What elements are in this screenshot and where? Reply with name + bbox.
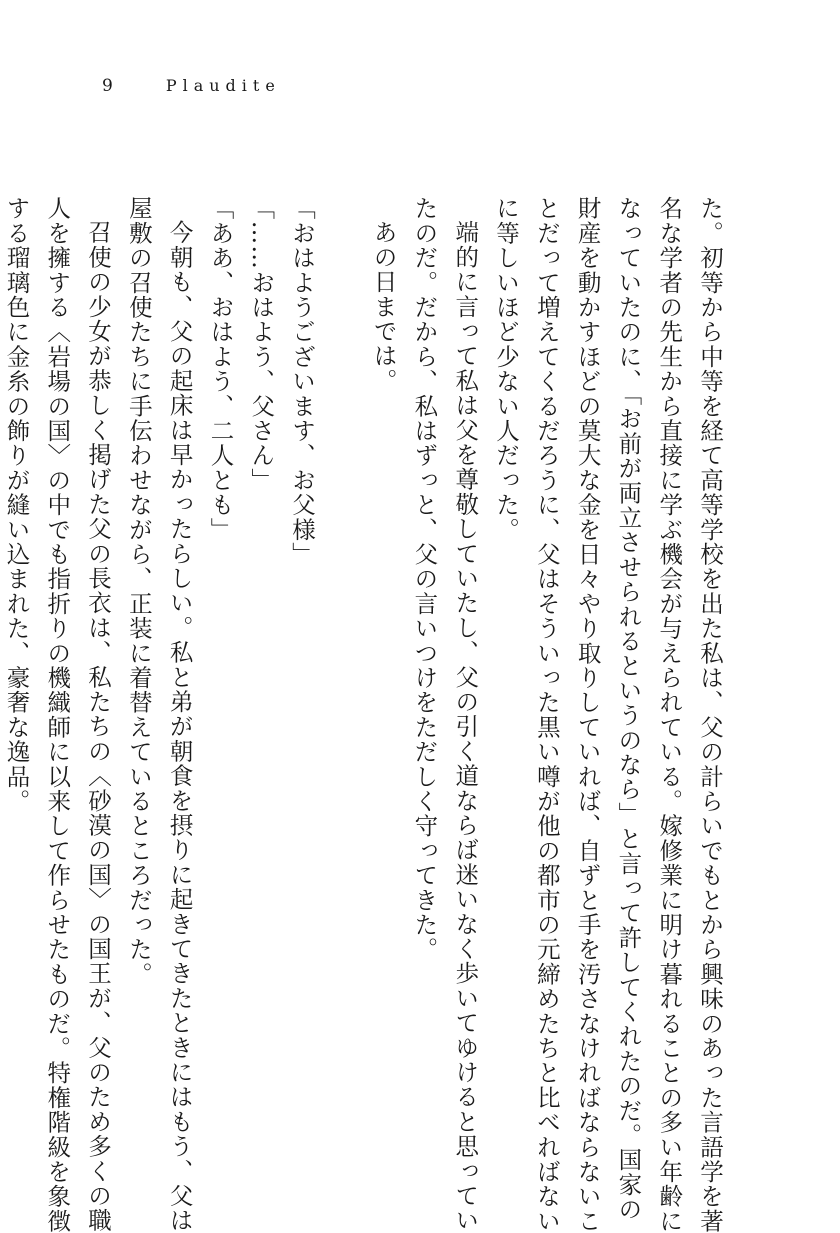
text-line: 端的に言って私は父を尊敬していたし、父の引く道ならば迷いなく歩いてゆけると思ってい bbox=[451, 219, 480, 1233]
text-line: 召使の少女が恭しく掲げた父の長衣は、私たちの〈砂漠の国〉の国王が、父のため多くの職 bbox=[84, 219, 113, 1233]
text-line: たのだ。だから、私はずっと、父の言いつけをただしく守ってきた。 bbox=[410, 196, 439, 962]
vertical-text-body bbox=[0, 196, 730, 1233]
text-line: あの日までは。 bbox=[369, 219, 398, 393]
text-line: た。初等から中等を経て高等学校を出た私は、父の計らいでもとから興味のあった言語学を著 bbox=[696, 196, 724, 1233]
text-line: 屋敷の召使たちに手伝わせながら、正装に着替えているところだった。 bbox=[124, 196, 153, 987]
text-line: に等しいほど少ない人だった。 bbox=[492, 196, 521, 542]
text-line: なっていたのに、「お前が両立させられるというのなら」と言って許してくれたのだ。国家の bbox=[614, 196, 643, 1222]
text-line: 名な学者の先生から直接に学ぶ機会が与えられている。嫁修業に明け暮れることの多い年齢に bbox=[655, 196, 684, 1233]
text-line: 財産を動かすほどの莫大な金を日々やり取りしていれば、自ずと手を汚さなければならないこ bbox=[573, 196, 602, 1233]
running-title: Plaudite bbox=[165, 76, 281, 95]
text-line: 「おはようございます、お父様」 bbox=[288, 196, 317, 567]
blank-line bbox=[322, 196, 363, 206]
text-line: とだって増えてくるだろうに、父はそういった黒い噂が他の都市の元締めたちと比べればない bbox=[532, 196, 561, 1233]
text-line: する瑠璃色に金糸の飾りが縫い込まれた、豪奢な逸品。 bbox=[2, 196, 31, 814]
page-number: 9 bbox=[102, 76, 114, 96]
text-line: 「……おはよう、父さん」 bbox=[247, 196, 276, 493]
page-header bbox=[102, 76, 281, 96]
text-line: 今朝も、父の起床は早かったらしい。私と弟が朝食を摂りに起きてきたときにはもう、父は bbox=[165, 219, 194, 1233]
text-line: 「ああ、おはよう、二人とも」 bbox=[206, 196, 235, 542]
text-line: 人を擁する〈岩場の国〉の中でも指折りの機織師に以来して作らせたものだ。特権階級を象徴 bbox=[43, 196, 72, 1233]
